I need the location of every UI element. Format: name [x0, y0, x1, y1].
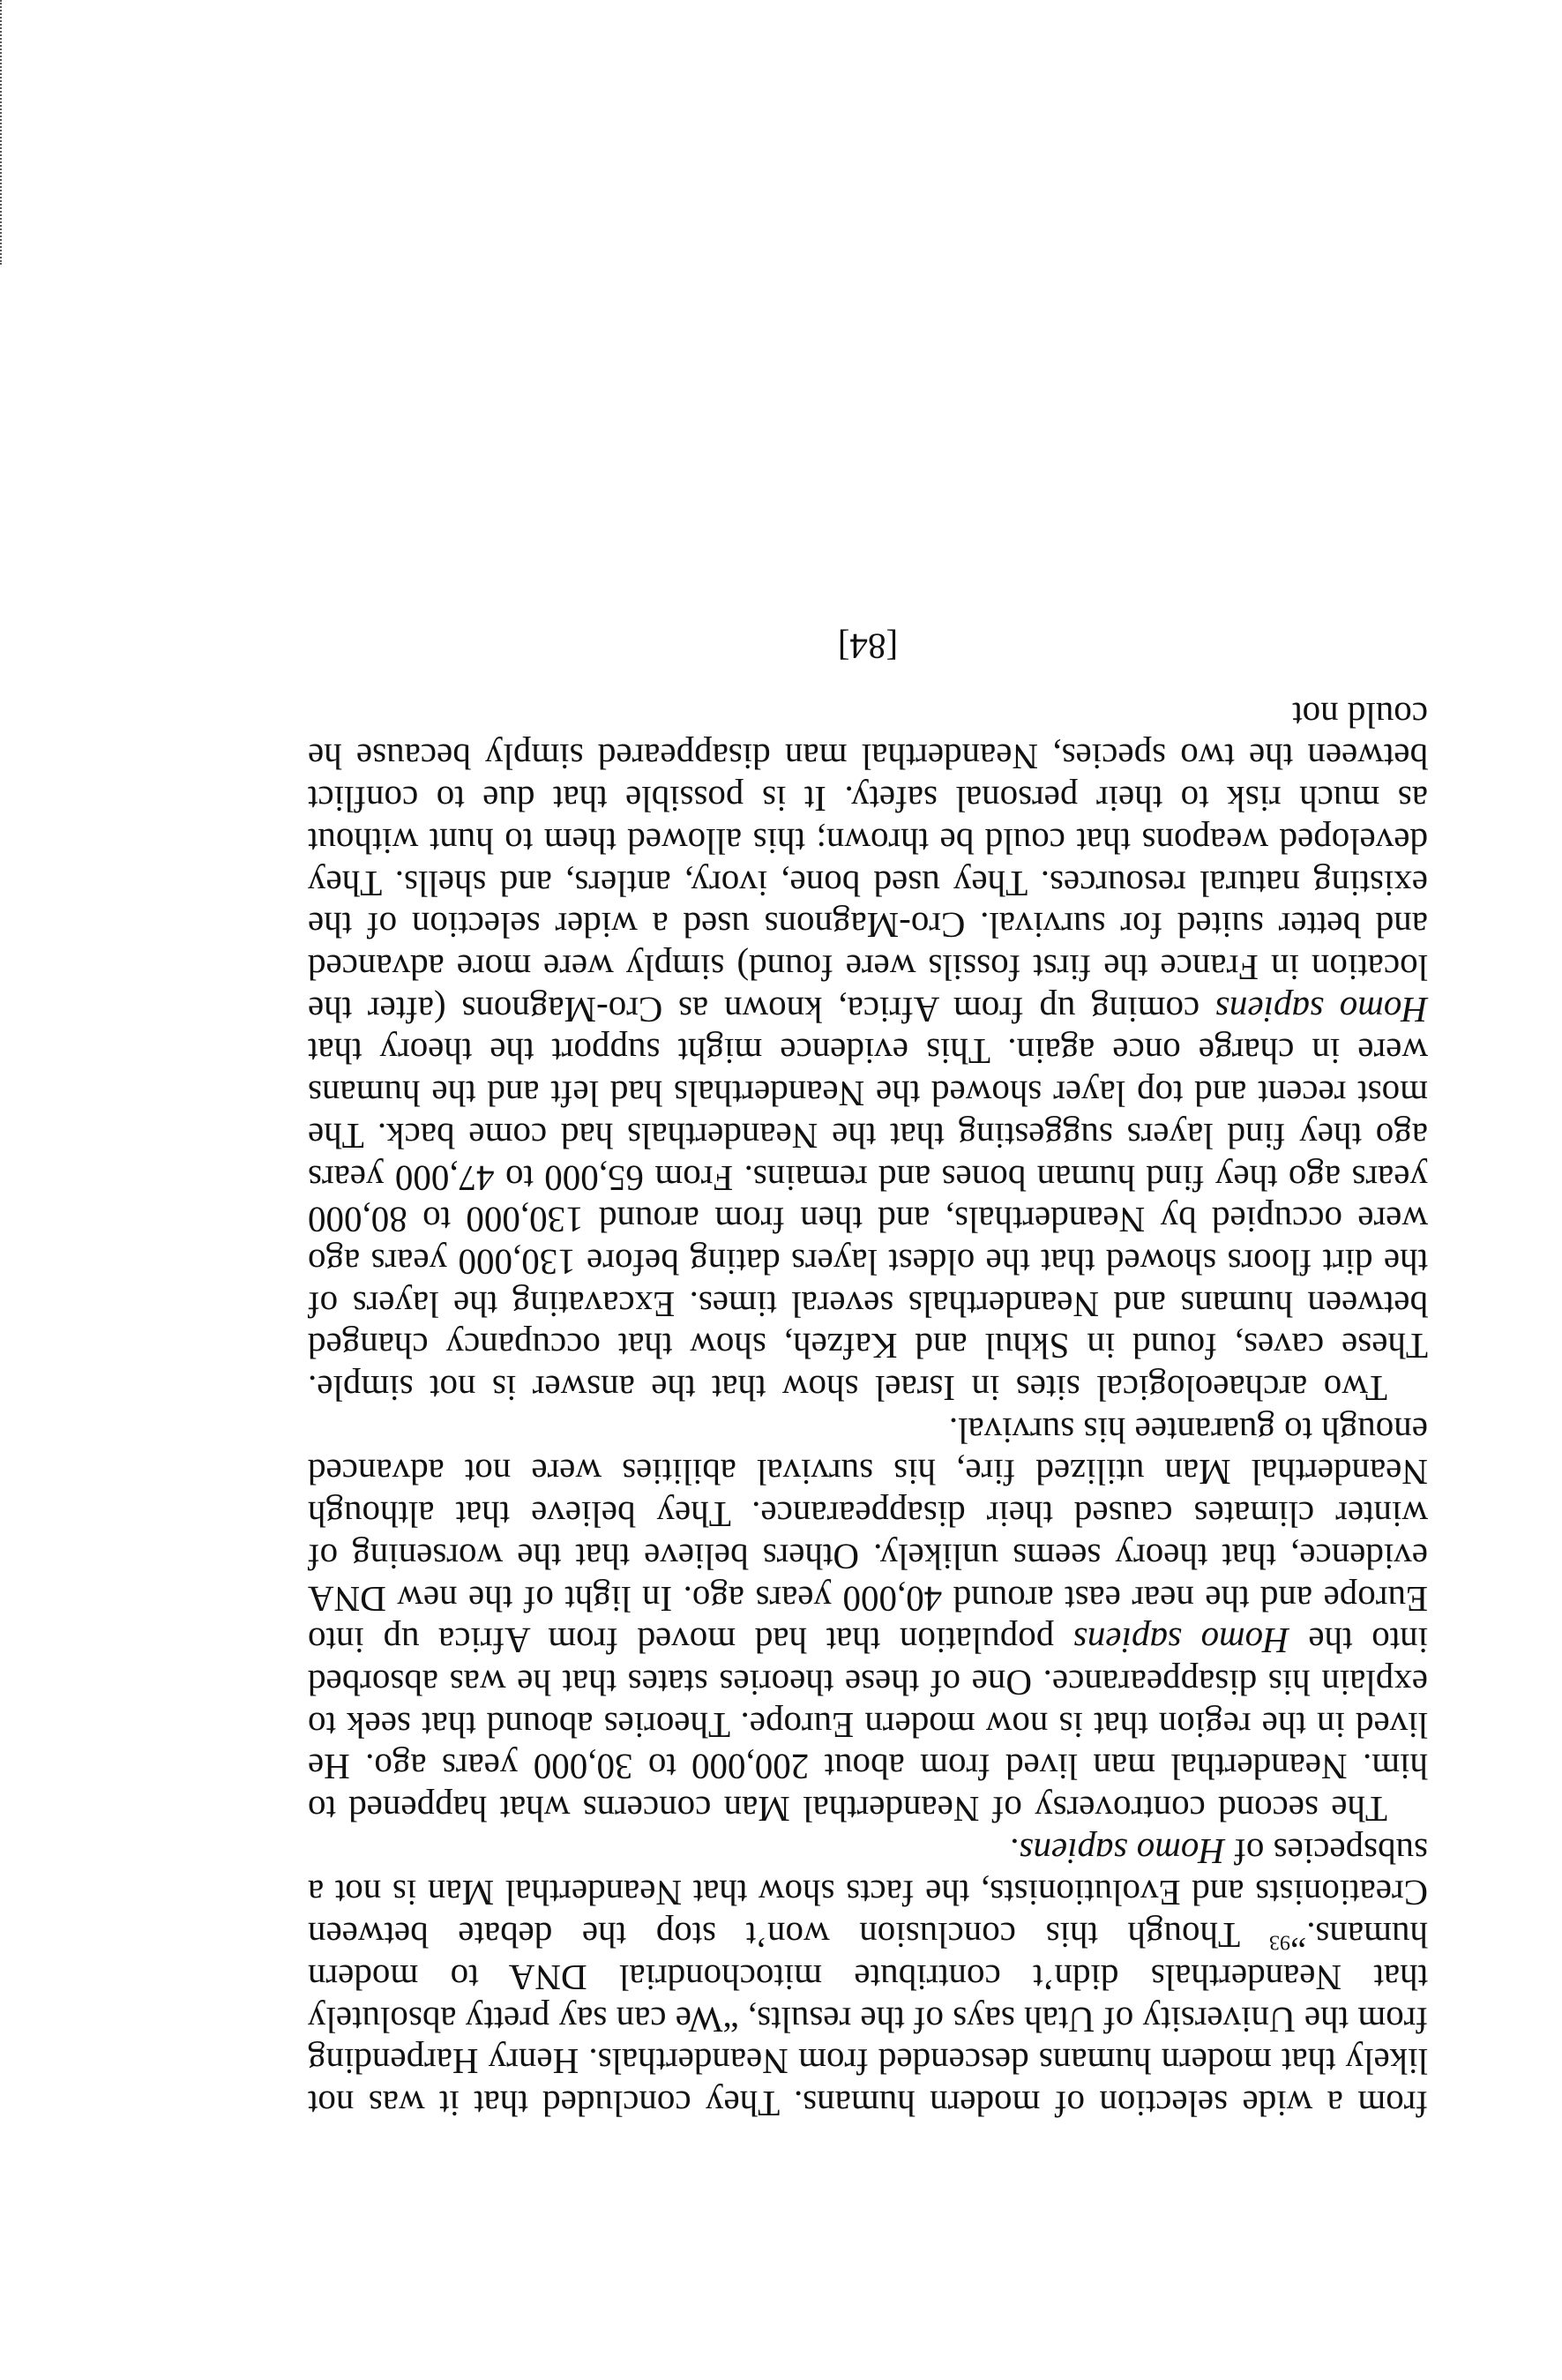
species-name: Homo sapiens [1019, 1830, 1225, 1872]
page-number: [84] [837, 626, 899, 668]
paragraph-1 [308, 1830, 1428, 2124]
species-name: Homo sapiens [1072, 1620, 1289, 1662]
paragraph-1-text-after: Though this conclusion won’t stop the debate between Creationists and Evolutionists, the facts show that Neanderthal Man is not a subspecies of Homo sapiens. [308, 1830, 1428, 1957]
paragraph-1-text: from a wide selection of modern humans. They concluded that it was not likely that modern humans descended from Neanderthals. Henry Harpending from the University of Utah says of the results, “We can say pretty absolutely that Neanderthals didn’t contribute mitochondrial DNA to modern humans.” [308, 1915, 1428, 2124]
species-name: Homo sapiens [1214, 989, 1428, 1030]
body-text [308, 625, 1428, 2124]
footnote-marker: 93 [1269, 1930, 1290, 1954]
paragraph-3: Two archaeological sites in Israel show that the answer is not simple. These caves, found in Skhul and Kafzeh, show that occupancy changed between humans and Neanderthals several times. Excavating the layers of the dirt floors showed that the oldest layers dating before 130,000 years ago were occupied by Neanderthals, and then from around 130,000 to 80,000 years ago they find human bones and remains. From 65,000 to 47,000 years ago they find layers suggesting that the Neanderthals had come back. The most recent and top layer showed the Neanderthals had left and the humans were in charge once again. This evidence might support the theory that Homo sapiens coming up from Africa, known as Cro-Magnons (after the location in France the first fossils were found) simply were more advanced and better suited for survival. Cro-Magnons used a wider selection of the existing natural resources. They used bone, ivory, antlers, and shells. They developed weapons that could be thrown; this allowed them to hunt without as much risk to their personal safety. It is possible that due to conflict between the two species, Neanderthal man disappeared simply because he could not [307, 694, 1428, 1410]
paragraph-2: The second controversy of Neanderthal Man concerns what happened to him. Neanderthal man lived from about 200,000 to 30,000 years ago. He lived in the region that is now modern Europe. Theories abound that seek to explain his disappearance. One of these theories states that he was absorbed into the Homo sapiens population that had moved from Africa up into Europe and the near east around 40,000 years ago. In light of the new DNA evidence, that theory seems unlikely. Others believe that the worsening of winter climates caused their disappearance. They believe that although Neanderthal Man utilized fire, his survival abilities were not advanced enough to guarantee his survival. [307, 1410, 1428, 1830]
